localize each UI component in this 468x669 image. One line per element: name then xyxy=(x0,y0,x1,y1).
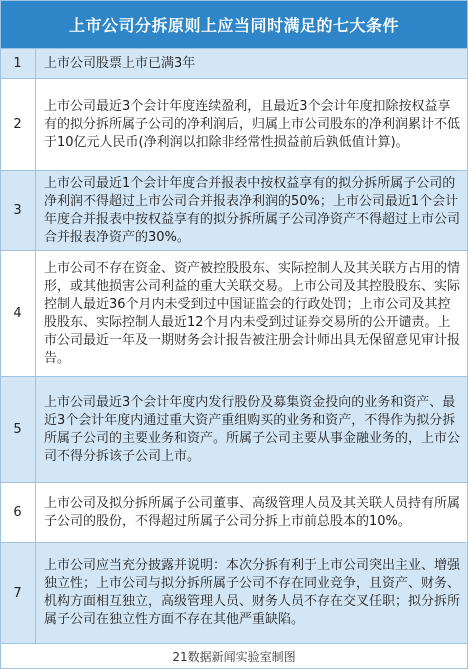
row-text: 上市公司股票上市已满3年 xyxy=(44,55,196,71)
row-text: 上市公司最近3个会计年度连续盈利，且最近3个会计年度扣除按权益享有的拟分拆所属子公司的净利润后，归属上市公司股东的净利润累计不低于10亿元人民币(净利润以扣除非经常性损益前后孰低值计算)。 xyxy=(44,98,461,150)
table-row xyxy=(0,78,468,170)
row-number: 1 xyxy=(0,49,36,78)
row-text: 上市公司不存在资金、资产被控股股东、实际控制人及其关联方占用的情形，或其他损害公司利益的重大关联交易。上市公司及其控股股东、实际控制人最近36个月内未受到过中国证监会的行政处罚；上市公司及其控股股东、实际控制人最近12个月内未受到过证券交易所的公开谴责。上市公司最近一年及一期财务会计报告被注册会计师出具无保留意见审计报告。 xyxy=(44,260,461,366)
row-text: 上市公司最近1个会计年度合并报表中按权益享有的拟分拆所属子公司的净利润不得超过上市公司合并报表净利润的50%；上市公司最近1个会计年度合并报表中按权益享有的拟分拆所属子公司净资产不得超过上市公司合并报表净资产的30%。 xyxy=(44,175,461,245)
row-number: 2 xyxy=(0,79,36,170)
row-text: 上市公司及拟分拆所属子公司董事、高级管理人员及其关联人员持有所属子公司的股份，不得超过所属子公司分拆上市前总股本的10%。 xyxy=(44,495,461,529)
table-row xyxy=(0,250,468,376)
row-number: 3 xyxy=(0,171,36,250)
table-row xyxy=(0,376,468,482)
table-row xyxy=(0,542,468,643)
row-number: 6 xyxy=(0,483,36,542)
table-row xyxy=(0,170,468,250)
source-credit: 21数据新闻实验室制图 xyxy=(0,643,468,669)
table-row xyxy=(0,482,468,542)
table-title: 上市公司分拆原则上应当同时满足的七大条件 xyxy=(0,0,468,48)
row-text: 上市公司最近3个会计年度内发行股份及募集资金投向的业务和资产、最近3个会计年度内通过重大资产重组购买的业务和资产，不得作为拟分拆所属子公司的主要业务和资产。所属子公司主要从事金融业务的，上市公司不得分拆该子公司上市。 xyxy=(44,394,461,464)
table-row xyxy=(0,48,468,78)
row-number: 5 xyxy=(0,377,36,482)
row-text: 上市公司应当充分披露并说明：本次分拆有利于上市公司突出主业、增强独立性；上市公司与拟分拆所属子公司不存在同业竞争，且资产、财务、机构方面相互独立，高级管理人员、财务人员不存在交叉任职；拟分拆所属子公司在独立性方面不存在其他严重缺陷。 xyxy=(44,558,461,627)
row-number: 4 xyxy=(0,251,36,376)
row-number: 7 xyxy=(0,543,36,643)
